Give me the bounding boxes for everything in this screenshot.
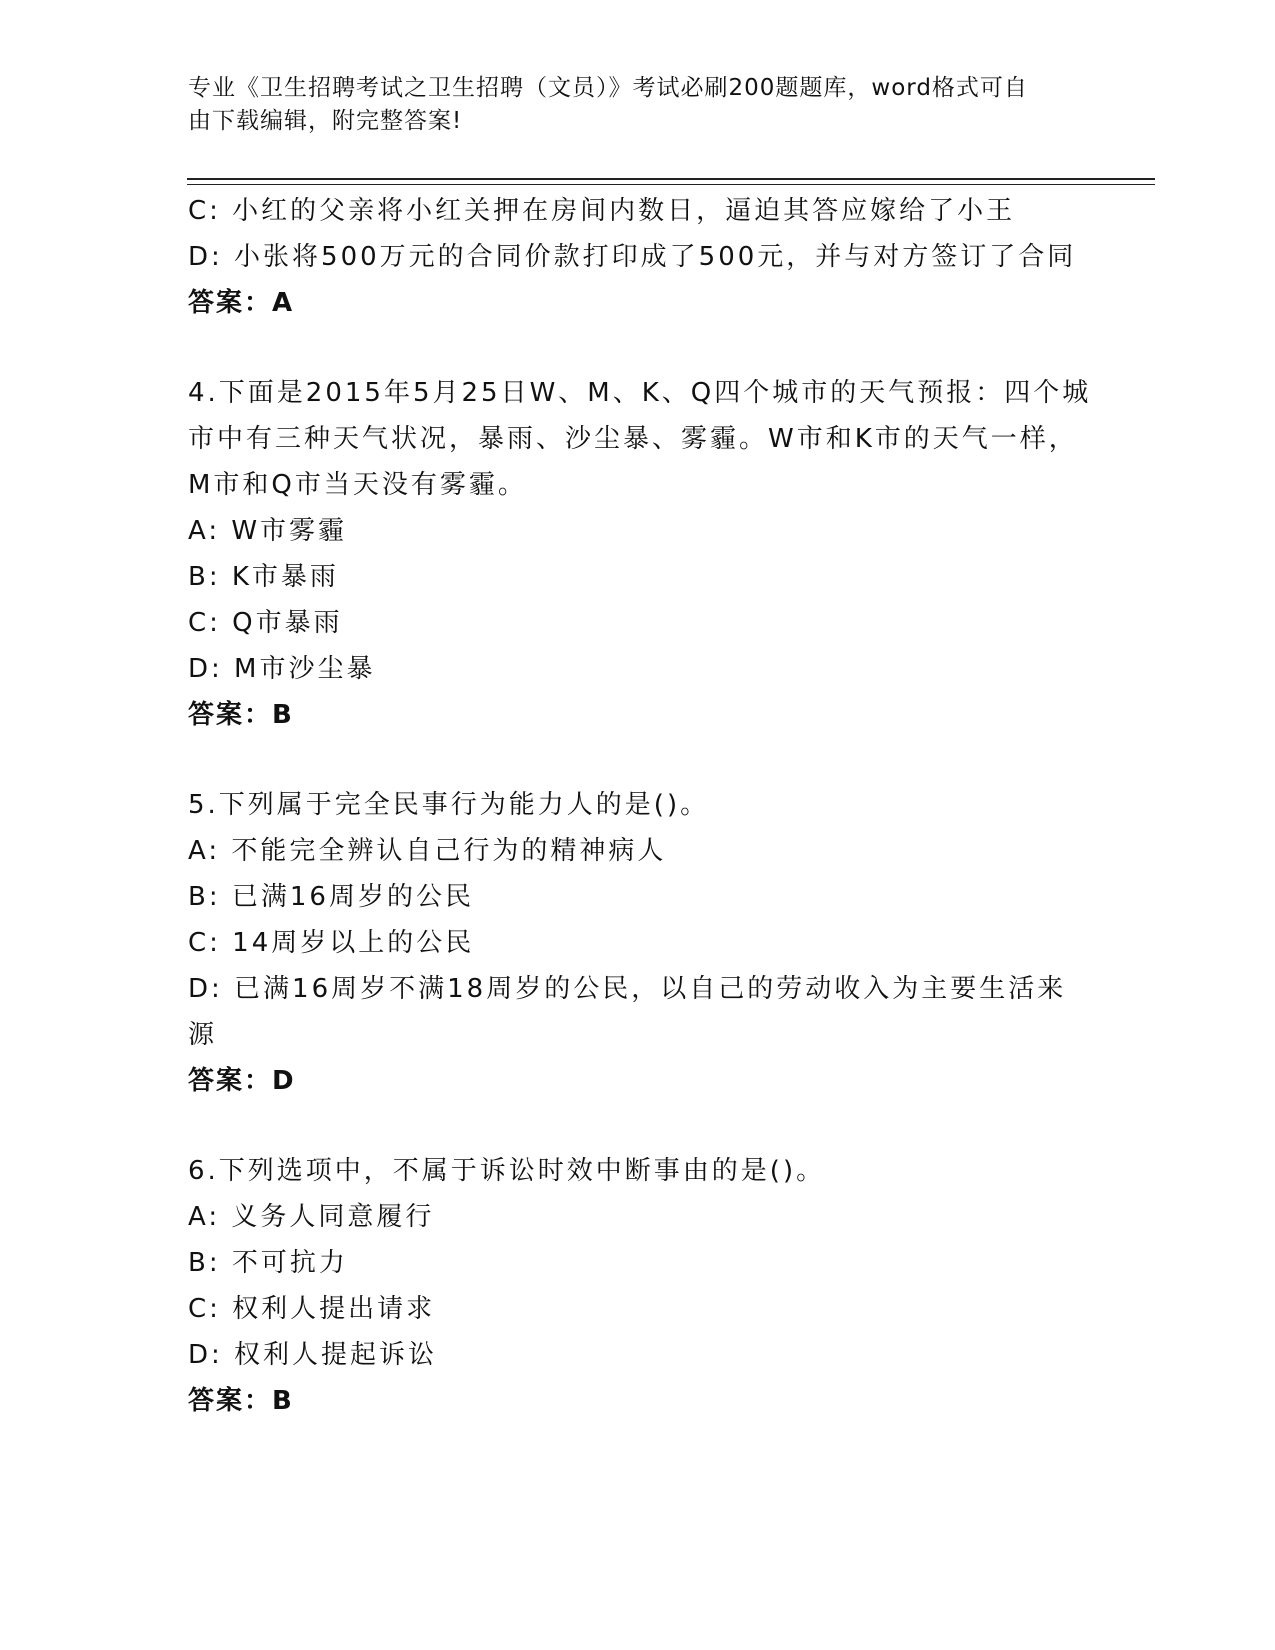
question-3-continued [188, 188, 1088, 326]
option-c: C: 小红的父亲将小红关押在房间内数日，逼迫其答应嫁给了小王 [188, 196, 1016, 226]
question-6 [188, 1148, 1088, 1424]
option-d: D: 已满16周岁不满18周岁的公民，以自己的劳动收入为主要生活来 [188, 974, 1067, 1004]
question-4 [188, 370, 1092, 738]
option-d: D: 小张将500万元的合同价款打印成了500元，并与对方签订了合同 [188, 242, 1077, 272]
option-c: C: 14周岁以上的公民 [188, 928, 475, 958]
header-divider-thick [187, 178, 1155, 180]
question-stem: M市和Q市当天没有雾霾。 [188, 470, 527, 500]
spacer [188, 1104, 1088, 1148]
spacer [188, 326, 1088, 370]
question-stem: 市中有三种天气状况，暴雨、沙尘暴、雾霾。W市和K市的天气一样， [188, 424, 1078, 454]
question-stem: 6.下列选项中，不属于诉讼时效中断事由的是()。 [188, 1156, 826, 1186]
answer-line: 答案：D [188, 1066, 296, 1096]
question-stem: 4.下面是2015年5月25日W、M、K、Q四个城市的天气预报：四个城 [188, 378, 1092, 408]
header-line-1: 专业《卫生招聘考试之卫生招聘（文员）》考试必刷200题题库，word格式可自 [188, 75, 1028, 101]
answer-line: 答案：B [188, 1386, 294, 1416]
answer-line: 答案：A [188, 288, 295, 318]
document-body [188, 188, 1092, 1424]
option-a: A: W市雾霾 [188, 516, 348, 546]
document-header [188, 72, 1068, 138]
option-d-continued: 源 [188, 1020, 218, 1050]
header-line-2: 由下载编辑，附完整答案! [188, 108, 463, 134]
answer-line: 答案：B [188, 700, 294, 730]
question-5 [188, 782, 1088, 1104]
option-b: B: 不可抗力 [188, 1248, 348, 1278]
option-d: D: M市沙尘暴 [188, 654, 376, 684]
option-b: B: 已满16周岁的公民 [188, 882, 474, 912]
option-d: D: 权利人提起诉讼 [188, 1340, 438, 1370]
spacer [188, 738, 1088, 782]
header-divider-thin [187, 184, 1155, 185]
option-a: A: 不能完全辨认自己行为的精神病人 [188, 836, 667, 866]
option-b: B: K市暴雨 [188, 562, 339, 592]
question-stem: 5.下列属于完全民事行为能力人的是()。 [188, 790, 710, 820]
option-a: A: 义务人同意履行 [188, 1202, 435, 1232]
option-c: C: Q市暴雨 [188, 608, 343, 638]
option-c: C: 权利人提出请求 [188, 1294, 436, 1324]
